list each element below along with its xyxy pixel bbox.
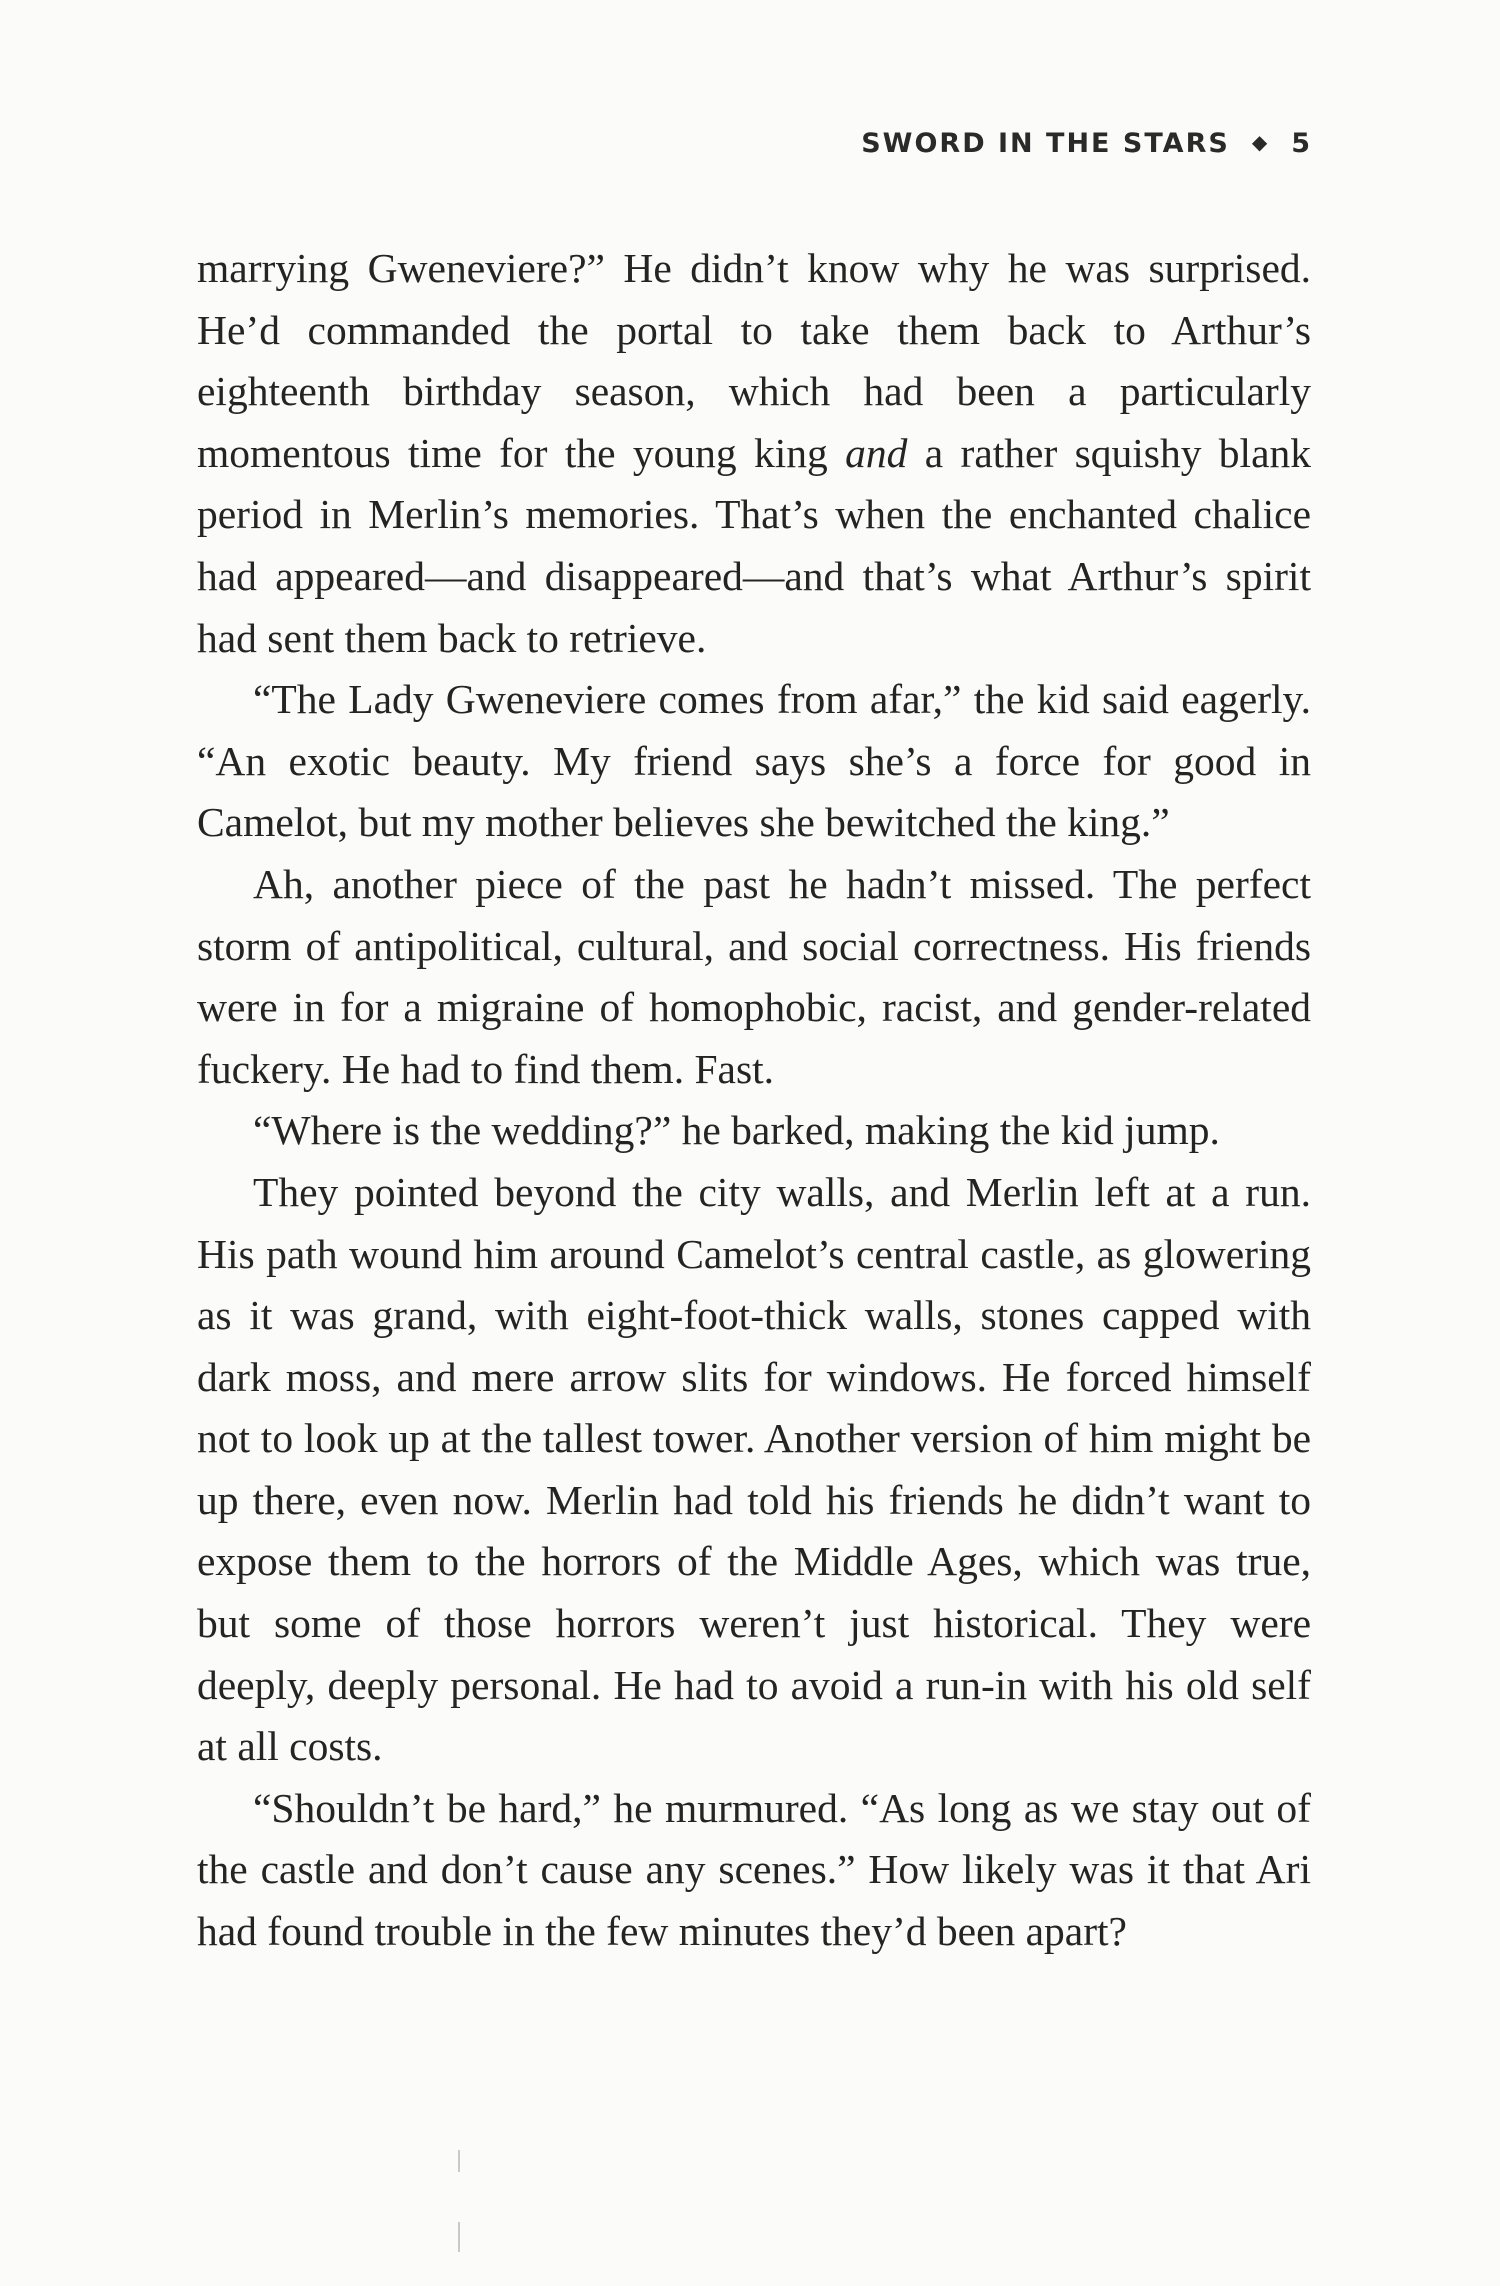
scan-artifact — [458, 2150, 460, 2172]
emphasis-and: and — [845, 429, 908, 476]
scan-artifact — [458, 2222, 460, 2252]
paragraph-continued: marrying Gweneviere?” He didn’t know why he was surprised. He’d commanded the portal to take them back to Arthur’s eighteenth birthday season, which had been a particularly momentous time for the young king and a rather squishy blank period in Merlin’s memories. That’s when the enchanted chalice had appeared—and disappeared—and that’s what Arthur’s spirit had sent them back to retrieve. — [197, 245, 1311, 661]
book-title: SWORD IN THE STARS — [861, 128, 1230, 159]
paragraph: “Where is the wedding?” he barked, making the kid jump. — [253, 1107, 1220, 1154]
paragraph: Ah, another piece of the past he hadn’t missed. The perfect storm of antipolitical, cultural, and social correctness. His friends were in for a migraine of homophobic, racist, and gender-related fuckery. He had to find them. Fast. — [197, 860, 1311, 1092]
paragraph: “The Lady Gweneviere comes from afar,” the kid said eagerly. “An exotic beauty. My friend says she’s a force for good in Camelot, but my mother believes she bewitched the king.” — [197, 676, 1311, 846]
paragraph: “Shouldn’t be hard,” he murmured. “As long as we stay out of the castle and don’t cause any scenes.” How likely was it that Ari had found trouble in the few minutes they’d been apart? — [197, 1784, 1311, 1955]
running-head — [861, 128, 1312, 159]
page-body — [197, 238, 1311, 1963]
page-number: 5 — [1291, 128, 1312, 159]
paragraph: They pointed beyond the city walls, and Merlin left at a run. His path wound him around Camelot’s central castle, as glowering as it was grand, with eight-foot-thick walls, stones capped with dark moss, and mere arrow slits for windows. He forced himself not to look up at the tallest tower. Another version of him might be up there, even now. Merlin had told his friends he didn’t want to expose them to the horrors of the Middle Ages, which was true, but some of those horrors weren’t just historical. They were deeply, deeply personal. He had to avoid a run-in with his old self at all costs. — [197, 1168, 1311, 1770]
diamond-separator-icon: ◆ — [1251, 130, 1270, 154]
